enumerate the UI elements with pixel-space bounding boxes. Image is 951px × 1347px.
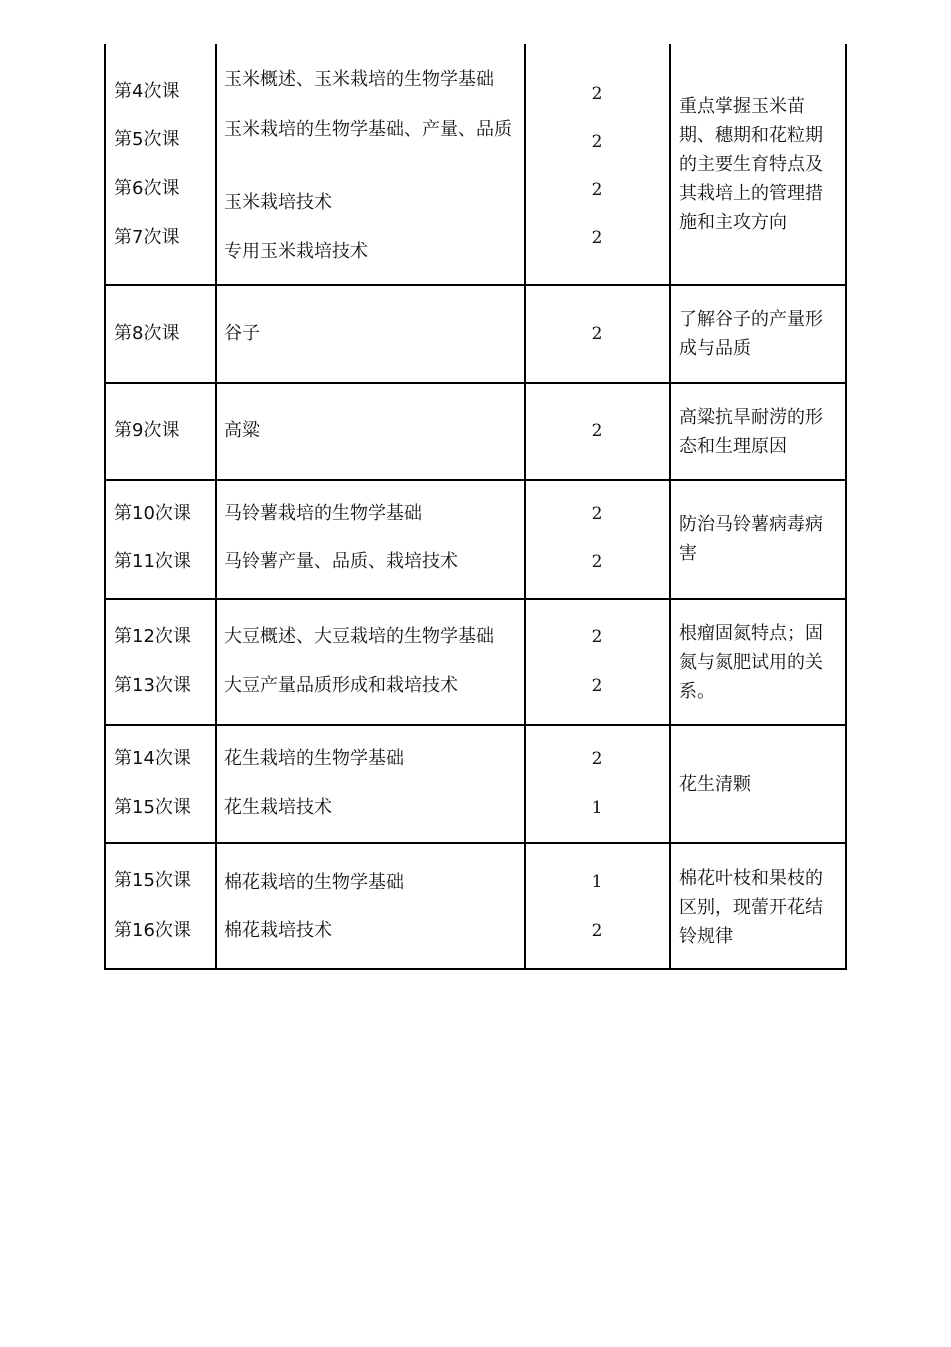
hours-value: 2 [591,749,603,769]
lesson-label: 第4次课 [114,81,180,102]
column-divider-2 [524,44,526,970]
hours-value: 2 [591,228,603,248]
hours-value: 2 [591,132,603,152]
table-border-bottom [104,968,847,970]
lesson-label: 第13次课 [114,675,191,696]
topic-text: 马铃薯产量、品质、栽培技术 [224,551,458,572]
row-divider [104,842,847,844]
note-text: 根瘤固氮特点；固氮与氮肥试用的关系。 [679,623,823,702]
topic-text: 花生栽培技术 [224,797,332,818]
row-divider [104,724,847,726]
hours-value: 2 [591,504,603,524]
topic-text: 玉米栽培的生物学基础、产量、品质 [224,119,512,140]
table-border-left [104,44,106,970]
hours-value: 1 [591,872,603,892]
topic-text: 谷子 [224,323,260,344]
hours-value: 2 [591,180,603,200]
topic-text: 玉米概述、玉米栽培的生物学基础 [224,69,494,90]
topic-text: 专用玉米栽培技术 [224,241,368,262]
lesson-label: 第16次课 [114,920,191,941]
topic-text: 大豆概述、大豆栽培的生物学基础 [224,626,494,647]
table-border-right [845,44,847,970]
hours-value: 2 [591,921,603,941]
column-divider-3 [669,44,671,970]
hours-value: 2 [591,421,603,441]
topic-text: 马铃薯栽培的生物学基础 [224,503,422,524]
lesson-label: 第8次课 [114,323,180,344]
note-text: 花生清颗 [679,774,751,795]
row-divider [104,382,847,384]
note-text: 了解谷子的产量形成与品质 [679,309,823,359]
hours-value: 1 [591,798,603,818]
lesson-label: 第7次课 [114,227,180,248]
lesson-label: 第11次课 [114,551,191,572]
row-divider [104,284,847,286]
lesson-label: 第6次课 [114,178,180,199]
topic-text: 大豆产量品质形成和栽培技术 [224,675,458,696]
lesson-label: 第15次课 [114,797,191,818]
column-divider-1 [215,44,217,970]
row-divider [104,598,847,600]
topic-text: 玉米栽培技术 [224,192,332,213]
note-text: 防治马铃薯病毒病害 [679,514,823,564]
row-divider [104,479,847,481]
note-text: 棉花叶枝和果枝的区别，现蕾开花结铃规律 [679,868,823,947]
topic-text: 棉花栽培技术 [224,920,332,941]
topic-text: 花生栽培的生物学基础 [224,748,404,769]
hours-value: 2 [591,627,603,647]
topic-text: 棉花栽培的生物学基础 [224,872,404,893]
note-text: 重点掌握玉米苗期、穗期和花粒期的主要生育特点及其栽培上的管理措施和主攻方向 [679,96,823,233]
hours-value: 2 [591,84,603,104]
lesson-label: 第10次课 [114,503,191,524]
hours-value: 2 [591,552,603,572]
note-text: 高粱抗旱耐涝的形态和生理原因 [679,407,823,457]
lesson-label: 第12次课 [114,626,191,647]
lesson-label: 第9次课 [114,420,180,441]
lesson-label: 第14次课 [114,748,191,769]
hours-value: 2 [591,676,603,696]
hours-value: 2 [591,324,603,344]
topic-text: 高粱 [224,420,260,441]
lesson-label: 第15次课 [114,870,191,891]
lesson-label: 第5次课 [114,129,180,150]
